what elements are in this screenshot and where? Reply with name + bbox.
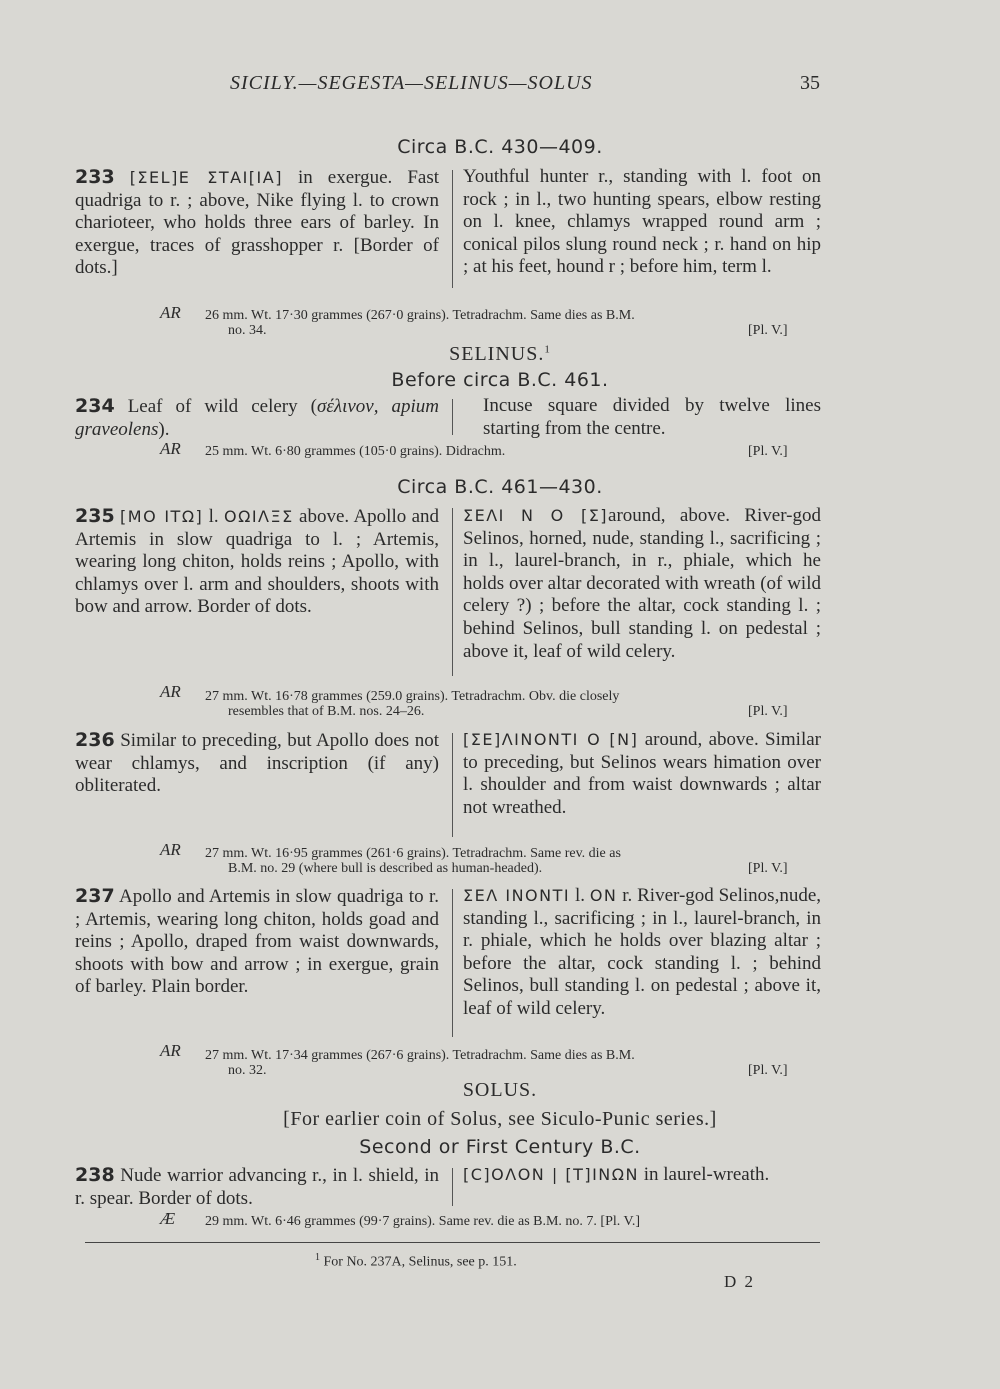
column-divider — [452, 508, 453, 676]
coin-234-obverse: 234 Leaf of wild celery (σέλινον, apium graveolens). — [75, 395, 439, 440]
section-heading-461: Circa B.C. 461—430. — [397, 476, 603, 498]
coin-number: 238 — [75, 1164, 115, 1186]
coin-237-obverse: 237 Apollo and Artemis in slow quadriga to r. ; Artemis, wearing long chiton, holds goad and reins ; Apollo, draped from waist downwards, shoots with bow and arrow ; in exergue, grain of barley. Plain border. — [75, 885, 439, 998]
title-selinus: SELINUS.$^1$ — [449, 343, 551, 365]
coin-234-metal: AR — [160, 439, 181, 458]
coin-237-plate: [Pl. V.] — [748, 1063, 788, 1078]
coin-number: 236 — [75, 729, 115, 751]
column-divider — [452, 170, 453, 288]
coin-237-meta2: no. 32. — [228, 1063, 267, 1078]
coin-235-meta2: resembles that of B.M. nos. 24–26. — [228, 704, 425, 719]
coin-236-metal: AR — [160, 840, 181, 859]
coin-237-reverse: ΣΕΛ ΙΝΟΝΤΙ l. ΟΝ r. River-god Selinos,nude, standing l., sacrificing ; in l., laurel-branch, in r. phiale, which he holds over blazing altar ; before the altar, cock standing l. ; behind Selinos, bull standing l. on pedestal ; above it, leaf of wild celery. — [463, 885, 822, 1019]
column-divider — [452, 733, 453, 837]
coin-234-meta1: 25 mm. Wt. 6·80 grammes (105·0 grains). Didrachm. — [205, 444, 506, 459]
coin-238-metal: Æ — [160, 1209, 176, 1228]
note-solus: [For earlier coin of Solus, see Siculo-Punic series.] — [283, 1108, 717, 1130]
coin-233-plate: [Pl. V.] — [748, 323, 788, 338]
coin-236-meta2: B.M. no. 29 (where bull is described as human-headed). — [228, 861, 543, 876]
coin-235-reverse: ΣΕΛΙ Ν Ο [Σ]around, above. River-god Selinos, horned, nude, standing l., sacrificing ; in l., laurel-branch, in r., phiale, which he holds over altar decorated with wreath (of wild celery ?) ; before the altar, cock standing l. ; behind Selinos, bull standing l. on pedestal ; above it, leaf of wild celery. — [463, 505, 821, 662]
coin-233-metal: AR — [160, 303, 181, 322]
section-heading-second-century: Second or First Century B.C. — [359, 1136, 641, 1158]
footnote-marker: 1 — [544, 343, 551, 356]
coin-233-reverse: Youthful hunter r., standing with l. foot on rock ; in l., two hunting spears, elbow resting on l. knee, chlamys wrapped round arm ; conical pilos slung round neck ; r. hand on hip ; at his feet, hound r ; before him, term l. — [463, 166, 821, 278]
page-number: 35 — [800, 72, 820, 94]
obverse-text: in exergue. Fast quadriga to r. ; above, Nike flying l. to crown charioteer, who holds three ears of barley. In exergue, traces of grasshopper r. [Border of dots.] — [75, 167, 439, 279]
coin-234-plate: [Pl. V.] — [748, 444, 788, 459]
coin-number: 234 — [75, 395, 115, 417]
coin-number: 237 — [75, 885, 115, 907]
signature-mark: D 2 — [724, 1272, 756, 1291]
running-title: SICILY.—SEGESTA—SELINUS—SOLUS — [230, 72, 593, 94]
coin-234-reverse: Incuse square divided by twelve lines starting from the centre. — [483, 395, 821, 439]
coin-233-obverse — [75, 166, 439, 280]
coin-236-obverse: 236 Similar to preceding, but Apollo does not wear chlamys, and inscription (if any) obliterated. — [75, 729, 439, 797]
title-solus: SOLUS. — [462, 1079, 538, 1101]
coin-233-meta2: no. 34. — [228, 323, 267, 338]
footnote-rule — [85, 1242, 820, 1243]
coin-235-obverse: 235 [ΜΟ ΙΤΩ] l. ΟΩΙΛΞΣ above. Apollo and Artemis in slow quadriga to l. ; Artemis, wearing long chiton, holds reins ; Apollo, with chlamys over l. arm and shoulders, shoots with bow and arrow. Border of dots. — [75, 505, 440, 618]
coin-235-metal: AR — [160, 682, 181, 701]
coin-235-meta1: 27 mm. Wt. 16·78 grammes (259.0 grains). Tetradrachm. Obv. die closely — [205, 689, 620, 704]
coin-235-plate: [Pl. V.] — [748, 704, 788, 719]
inscription: [ΣΕL]E ΣΤΑΙ[ΙΑ] — [129, 168, 283, 187]
column-divider — [452, 399, 453, 435]
coin-number: 233 — [75, 166, 115, 188]
column-divider — [452, 889, 453, 1037]
coin-237-meta1: 27 mm. Wt. 17·34 grammes (267·6 grains). Tetradrachm. Same dies as B.M. — [205, 1048, 635, 1063]
coin-236-meta1: 27 mm. Wt. 16·95 grammes (261·6 grains). Tetradrachm. Same rev. die as — [205, 846, 621, 861]
section-heading-430: Circa B.C. 430—409. — [397, 136, 603, 158]
coin-233-meta1: 26 mm. Wt. 17·30 grammes (267·0 grains). Tetradrachm. Same dies as B.M. — [205, 308, 635, 323]
coin-236-plate: [Pl. V.] — [748, 861, 788, 876]
coin-237-metal: AR — [160, 1041, 181, 1060]
coin-236-reverse: [ΣΕ]ΛΙΝΟΝΤΙ Ο [Ν] around, above. Similar to preceding, but Selinos wears himation over l. shoulder and from waist downwards ; altar not wreathed. — [463, 729, 822, 818]
coin-238-reverse: [C]ΟΛΟΝ | [Τ]ΙΝΩΝ in laurel-wreath. — [463, 1164, 770, 1185]
coin-number: 235 — [75, 505, 115, 527]
footnote: $^1$ For No. 237A, Selinus, see p. 151. — [315, 1252, 517, 1270]
column-divider — [452, 1168, 453, 1206]
coin-238-meta1: 29 mm. Wt. 6·46 grammes (99·7 grains). Same rev. die as B.M. no. 7. [Pl. V.] — [205, 1214, 640, 1229]
coin-238-obverse: 238 Nude warrior advancing r., in l. shield, in r. spear. Border of dots. — [75, 1164, 439, 1209]
section-heading-before-461: Before circa B.C. 461. — [391, 369, 609, 391]
